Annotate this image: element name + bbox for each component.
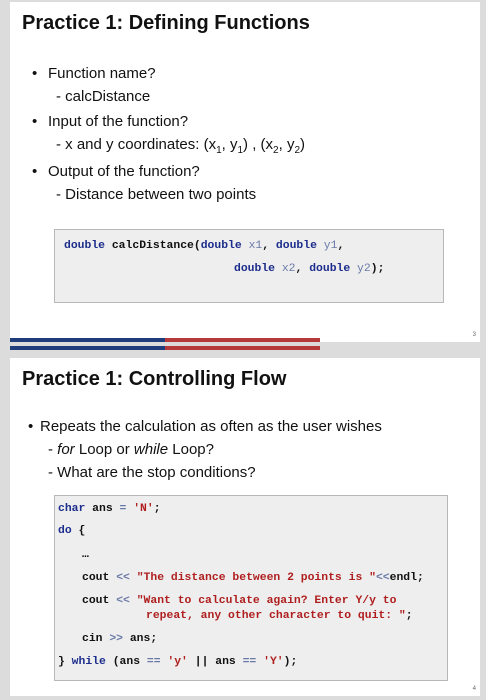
- bullet-repeats: Repeats the calculation as often as the user wishes: [40, 418, 382, 435]
- code-line-2: double x2, double y2);: [234, 263, 385, 275]
- code-line-5: cout << "Want to calculate again? Enter Y/y to: [82, 595, 397, 607]
- slide-controlling-flow: [10, 358, 480, 696]
- bullet-dot: •: [32, 113, 38, 130]
- code-block: [54, 495, 448, 681]
- page-number: 4: [472, 686, 476, 692]
- bullet-dot: •: [28, 418, 34, 435]
- code-line-8: } while (ans == 'y' || ans == 'Y');: [58, 656, 298, 668]
- slide-defining-functions: [10, 2, 480, 342]
- code-line-7: cin >> ans;: [82, 633, 158, 645]
- code-line-1: char ans = 'N';: [58, 503, 161, 515]
- footer-bar: [10, 338, 480, 342]
- header-bar: [10, 346, 480, 350]
- code-block: [54, 229, 444, 303]
- slide-title: Practice 1: Defining Functions: [22, 12, 310, 34]
- bullet-dot: •: [32, 163, 38, 180]
- page-number: 3: [472, 332, 476, 338]
- code-ellipsis: …: [82, 549, 89, 561]
- bullet-input: Input of the function?: [48, 113, 189, 130]
- code-line-4: cout << "The distance between 2 points is "<<endl;: [82, 572, 424, 584]
- sub-stop-conditions: - What are the stop conditions?: [48, 464, 256, 481]
- bullet-function-name: Function name?: [48, 65, 156, 82]
- code-line-1: double calcDistance(double x1, double y1,: [64, 240, 345, 252]
- sub-coordinates: - x and y coordinates: ($x_1$, $y_1$) , ($x_2$, $y_2$): [56, 136, 306, 156]
- slide-title: Practice 1: Controlling Flow: [22, 368, 287, 390]
- sub-distance: - Distance between two points: [56, 186, 257, 203]
- bullet-dot: •: [32, 65, 38, 82]
- bullet-output: Output of the function?: [48, 163, 200, 180]
- sub-loop-choice: - for Loop or while Loop?: [48, 441, 214, 458]
- code-line-6: repeat, any other character to quit: ";: [146, 610, 413, 622]
- code-line-2: do {: [58, 525, 86, 537]
- sub-calc-distance: - calcDistance: [56, 88, 151, 105]
